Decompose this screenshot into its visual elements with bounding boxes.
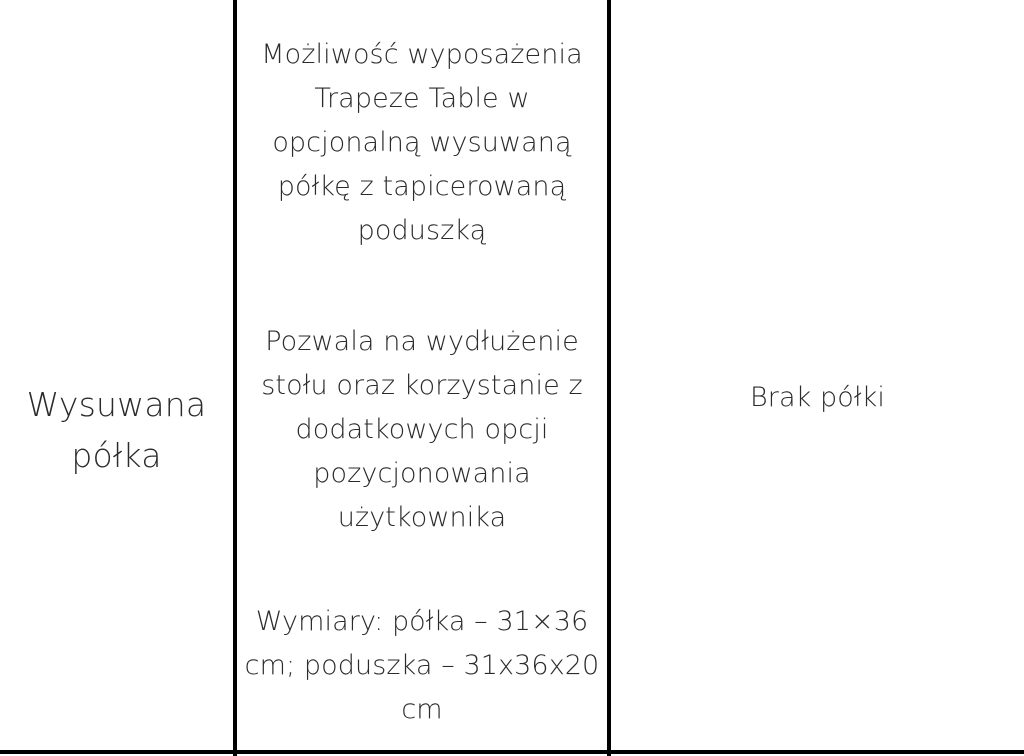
description-paragraph-1: Możliwość wyposażenia Trapeze Table w opcjonalną wysuwaną półkę z tapicerowaną poduszką — [261, 39, 583, 246]
row-divider-bottom — [0, 750, 1024, 754]
comparison-value: Brak półki — [749, 382, 885, 413]
comparison-cell — [611, 0, 1024, 750]
description-paragraph-3: Wymiary: półka – 31×36 cm; poduszka – 31x36x20 cm — [244, 606, 600, 725]
feature-description-cell — [237, 0, 607, 750]
description-paragraph-2: Pozwala na wydłużenie stołu oraz korzystanie z dodatkowych opcji pozycjonowania użytkownika — [261, 326, 583, 533]
row-label: Wysuwana półka — [26, 385, 207, 475]
row-label-cell — [0, 0, 233, 750]
